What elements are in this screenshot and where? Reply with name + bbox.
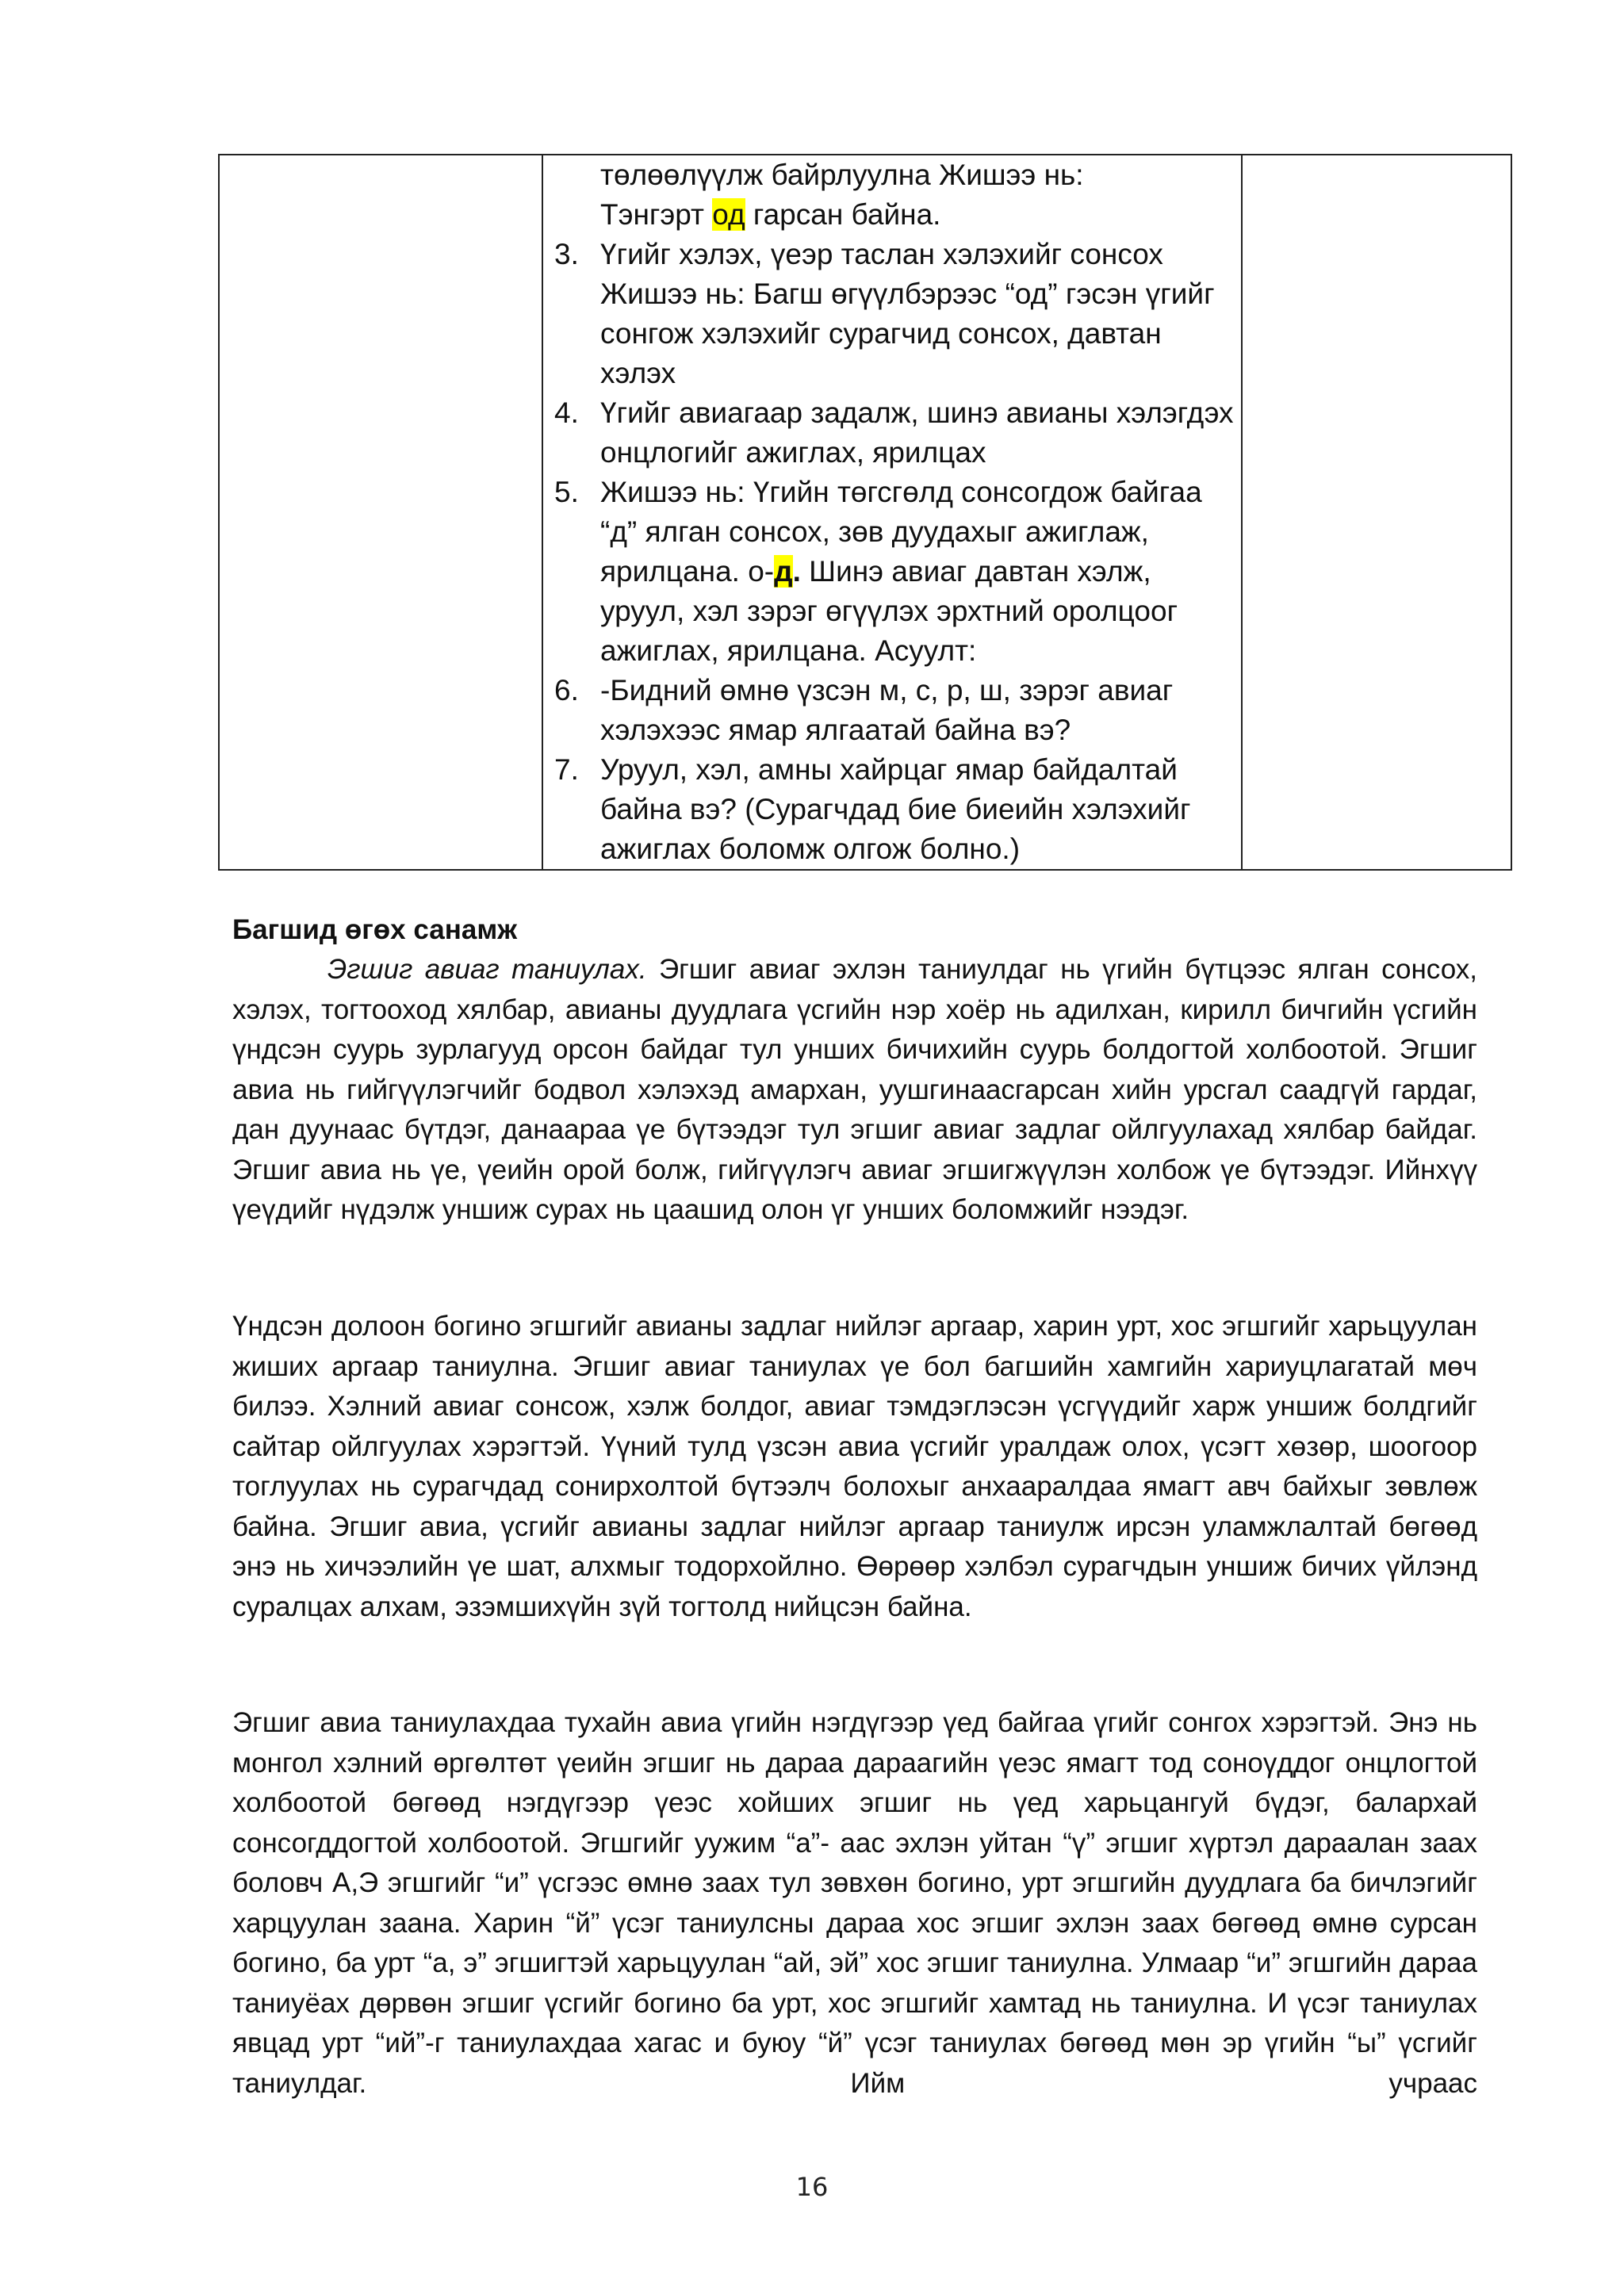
page-number: 16 (795, 2172, 829, 2202)
list-item: 7. Уруул, хэл, амны хайрцаг ямар байдалтай байна вэ? (Сурагчдад бие биеийн хэлэхийг ажиглах боломж олгож болно.) (554, 753, 1191, 865)
list-item: 3. Үгийг хэлэх, үеэр таслан хэлэхийг сонсох Жишээ нь: Багш өгүүлбэрээс “од” гэсэн үгийг сонгож хэлэхийг сурагчид сонсох, давтан хэлэх (554, 238, 1215, 389)
table-cell-left (219, 155, 542, 870)
list-item: 6. -Бидний өмнө үзсэн м, с, р, ш, зэрэг авиаг хэлэхээс ямар ялгаатай байна вэ? (554, 674, 1174, 746)
highlighted-letter: д (774, 555, 793, 588)
table-row (219, 155, 1511, 870)
steps-list (543, 235, 1241, 869)
example-sentence: Тэнгэрт од гарсан байна. (600, 198, 941, 231)
paragraph-2: Үндсэн долоон богино эгшгийг авианы задлаг нийлэг аргаар, харин урт, хос эгшгийг харьцуулан жиших аргаар таниулна. Эгшиг авиаг таниулах үе бол багшийн хамгийн хариуцлагатай мөч билээ. Хэлний авиаг сонсож, хэлж болдог, авиаг тэмдэглэсэн үсгүүдийг харж уншиж болдгийг сайтар ойлгуулах хэрэгтэй. Үүний тулд үзсэн авиа үсгийг уралдаж олох, үсэгт хөзөр, шоогоор тоглуулах нь сурагчдад сонирхолтой бүтээлч болохыг анхааралдаа ямагт авч байхыг зөвлөж байна. Эгшиг авиа, үсгийг авианы задлаг нийлэг аргаар таниулж ирсэн уламжлалтай бөгөөд энэ нь хичээлийн үе шат, алхмыг тодорхойлно. Өөрөөр хэлбэл сурагчдын уншиж бичих үйлэнд суралцах алхам, эзэмшихүйн зүй тогтолд нийцсэн байна. (232, 1311, 1477, 1622)
paragraph-lead-italic: Эгшиг авиаг таниулах. (327, 954, 647, 985)
lesson-plan-table (218, 154, 1512, 871)
table-cell-middle (542, 155, 1242, 870)
list-item: 5. Жишээ нь: Үгийн төгсгөлд сонсогдож байгаа “д” ялган сонсох, зөв дуудахыг ажиглаж, ярилцана. о-д. Шинэ авиаг давтан хэлж, уруул, хэл зэрэг өгүүлэх эрхтний оролцоог ажиглах, ярилцана. Асуулт: (554, 476, 1202, 667)
highlighted-word: од (712, 198, 745, 231)
section-title: Багшид өгөх санамж (232, 914, 518, 945)
continued-line: төлөөлүүлж байрлуулна Жишээ нь: (600, 159, 1084, 191)
paragraph-3: Эгшиг авиа таниулахдаа тухайн авиа үгийн нэгдүгээр үед байгаа үгийг сонгох хэрэгтэй. Энэ нь монгол хэлний өргөлтөт үеийн эгшиг нь дараа дараагийн үеэс ямагт тод сонογддог онцлогтой холбоотой бөгөөд нэгдүгээр үеэс хойших эгшиг нь үед харьцангуй бүдэг, балархай сонсогддогтой холбоотой. Эгшгийг уужим “а”- аас эхлэн уйтан “ү” эгшиг хүртэл дараалан заах боловч А,Э эгшгийг “и” үсгээс өмнө заах тул зөвхөн богино, урт эгшгийн дуудлага ба бичлэгийг харцуулан заана. Харин “й” үсэг таниулсны дараа хос эгшиг эхлэн заах бөгөөд өмнө сурсан богино, ба урт “а, э” эгшигтэй харьцуулан “ай, эй” хос эгшиг таниулна. Улмаар “и” эгшгийн дараа таниуёах дөрвөн эгшиг үсгийг богино ба урт, хос эгшгийг хамтад нь таниулна. И үсэг таниулах явцад урт “ий”-г таниулахдаа хагас и буюу “й” үсэг таниулах бөгөөд мөн эр үгийн “ы” үсгийг таниулдаг. Ийм учраас (232, 1707, 1477, 2099)
list-item: 4. Үгийг авиагаар задалж, шинэ авианы хэлэгдэх онцлогийг ажиглах, ярилцах (554, 396, 1234, 469)
paragraph-1: Эгшиг авиаг таниулах. Эгшиг авиаг эхлэн таниулдаг нь үгийн бүтцээс ялган сонсох, хэлэх, тогтооход хялбар, авианы дуудлага үсгийн нэр хоёр нь адилхан, кирилл бичгийн үсгийн үндсэн суурь зурлагууд орсон байдаг тул унших бичихийн суурь болдогтой холбоотой. Эгшиг авиа нь гийгүүлэгчийг бодвол хэлэхэд амархан, уушгинаасгарсан хийн урсгал саадгүй гардаг, дан дуунаас бүтдэг, данаараа үе бүтээдэг тул эгшиг авиаг задлаг ойлгуулахад хялбар байдаг. Эгшиг авиа нь үе, үеийн орой болж, гийгүүлэгч авиаг эгшигжүүлэн холбож үе бүтээдэг. Ийнхүү үеүдийг нүдэлж уншиж сурах нь цаашид олон үг унших боломжийг нээдэг. (232, 954, 1478, 1225)
table-cell-right (1242, 155, 1511, 870)
